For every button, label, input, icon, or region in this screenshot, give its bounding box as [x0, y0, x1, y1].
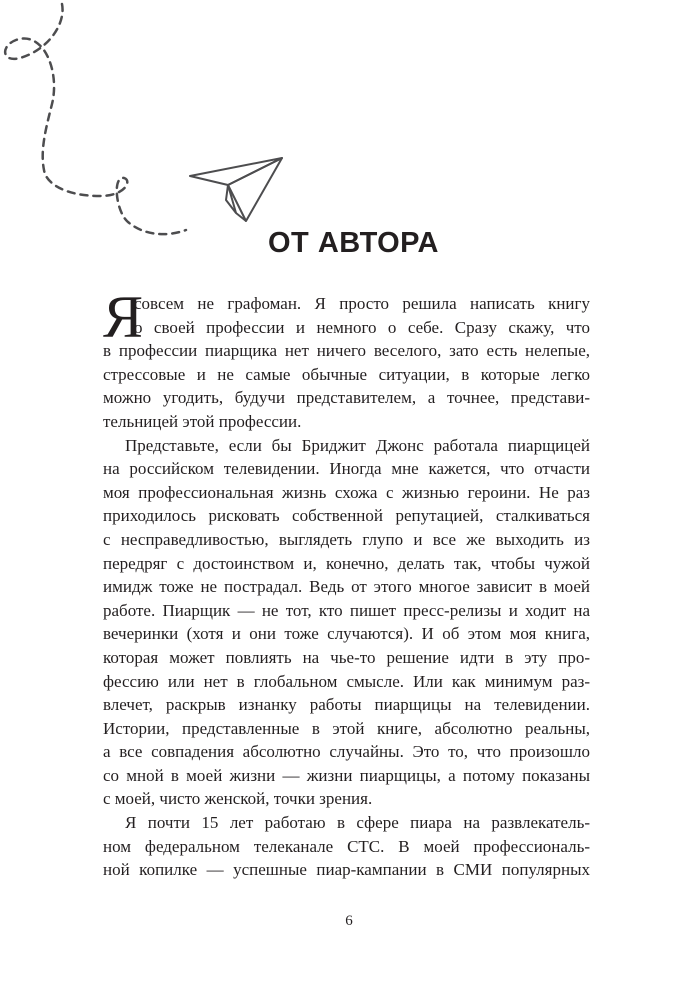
text-line: с моей, чисто женской, точки зрения. — [103, 789, 373, 809]
text-line: Я почти 15 лет работаю в сфере пиара на развлекатель- — [125, 813, 590, 833]
text-line: со мной в моей жизни — жизни пиарщицы, а потому показаны — [103, 765, 590, 785]
text-line: ном федеральном телеканале СТС. В моей профессиональ- — [103, 836, 590, 856]
body-text — [103, 284, 590, 882]
text-line: Представьте, если бы Бриджит Джонс работала пиарщицей — [125, 435, 590, 455]
text-line: ной копилке — успешные пиар-кампании в СМИ популярных — [103, 860, 590, 880]
text-line: передряг с достоинством и, конечно, делать так, чтобы чужой — [103, 553, 590, 573]
text-line: влечет, раскрыв изнанку работы пиарщицы на телевидении. — [103, 695, 590, 715]
text-line: фессию или нет в глобальном смысле. Или как минимум раз- — [103, 671, 590, 691]
text-line: вечеринки (хотя и они тоже случаются). И об этом моя книга, — [103, 624, 590, 644]
text-line: тельницей этой профессии. — [103, 411, 302, 431]
drop-cap: Я — [103, 284, 144, 350]
chapter-title: ОТ АВТОРА — [268, 227, 439, 259]
text-line: о своей профессии и немного о себе. Сразу скажу, что — [134, 317, 590, 337]
text-line: совсем не графоман. Я просто решила написать книгу — [134, 294, 590, 313]
dashed-trail — [5, 4, 186, 234]
text-line: приходилось рисковать собственной репутацией, сталкиваться — [103, 506, 590, 526]
text-line: в профессии пиарщика нет ничего веселого, зато есть нелепые, — [103, 341, 590, 361]
page-number: 6 — [345, 913, 353, 929]
text-line: можно угодить, будучи представителем, а точнее, представи- — [103, 388, 590, 408]
text-line: имидж тоже не пострадал. Ведь от этого многое зависит в моей — [103, 577, 590, 597]
text-line: моя профессиональная жизнь схожа с жизнью героини. Не раз — [103, 482, 590, 502]
text-line: стрессовые и не самые обычные ситуации, в которые легко — [103, 364, 590, 384]
text-line: а все совпадения абсолютно случайны. Это то, что произошло — [103, 742, 590, 762]
text-line: с несправедливостью, выглядеть глупо и все же выходить из — [103, 529, 590, 549]
text-line: на российском телевидении. Иногда мне кажется, что отчасти — [103, 459, 590, 479]
plane-shape — [190, 158, 282, 221]
text-line: работе. Пиарщик — не тот, кто пишет пресс-релизы и ходит на — [103, 600, 590, 620]
text-line: которая может повлиять на чье-то решение идти в эту про- — [103, 647, 590, 667]
text-line: Истории, представленные в этой книге, абсолютно реальны, — [103, 718, 590, 738]
